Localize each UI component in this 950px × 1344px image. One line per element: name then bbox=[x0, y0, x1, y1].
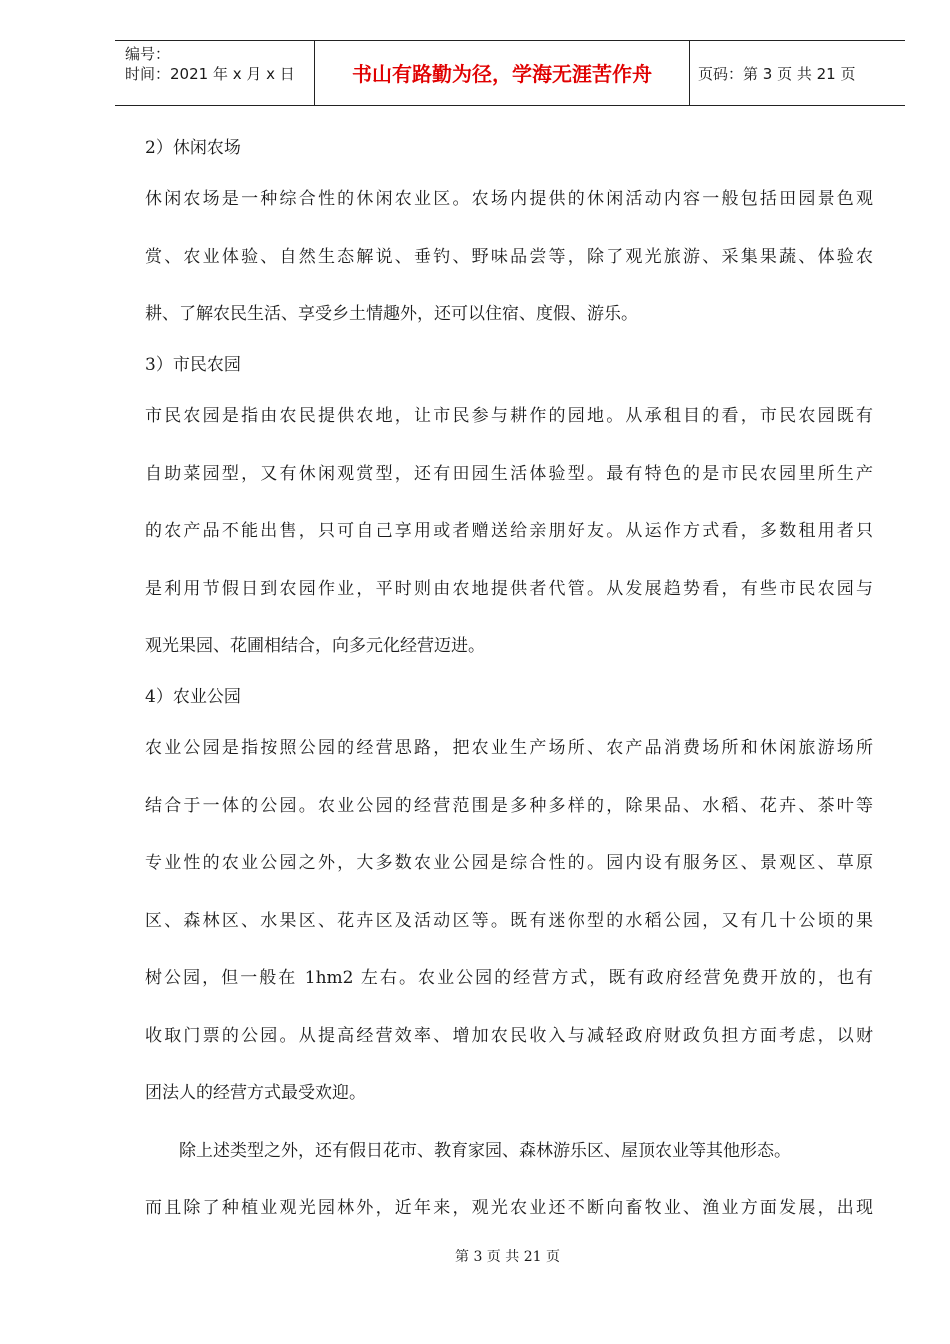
paragraph-line: 结合于一体的公园。农业公园的经营范围是多种多样的，除果品、水稻、花卉、茶叶等 bbox=[145, 795, 873, 816]
paragraph-line: 自助菜园型，又有休闲观赏型，还有田园生活体验型。最有特色的是市民农园里所生产 bbox=[145, 463, 873, 484]
paragraph-line: 市民农园是指由农民提供农地，让市民参与耕作的园地。从承租目的看，市民农园既有 bbox=[145, 406, 873, 426]
paragraph-line: 专业性的农业公园之外，大多数农业公园是综合性的。园内设有服务区、景观区、草原 bbox=[145, 853, 873, 873]
paragraph-line: 的农产品不能出售，只可自己享用或者赠送给亲朋好友。从运作方式看，多数租用者只 bbox=[145, 521, 873, 541]
section-heading-citizen-garden: 3）市民农园 bbox=[145, 355, 241, 375]
page-footer: 第 3 页 共 21 页 bbox=[455, 1249, 560, 1265]
header-motto: 书山有路勤为径，学海无涯苦作舟 bbox=[315, 41, 690, 105]
paragraph-line: 团法人的经营方式最受欢迎。 bbox=[145, 1083, 366, 1103]
paragraph-line: 农业公园是指按照公园的经营思路，把农业生产场所、农产品消费场所和休闲旅游场所 bbox=[145, 738, 873, 758]
paragraph-line: 而且除了种植业观光园林外，近年来，观光农业还不断向畜牧业、渔业方面发展，出现 bbox=[145, 1198, 873, 1218]
paragraph-line: 除上述类型之外，还有假日花市、教育家园、森林游乐区、屋顶农业等其他形态。 bbox=[179, 1140, 791, 1161]
paragraph-agri-park bbox=[145, 728, 873, 1131]
header-page-number: 页码：第 3 页 共 21 页 bbox=[698, 65, 856, 83]
paragraph-line: 收取门票的公园。从提高经营效率、增加农民收入与减轻政府财政负担方面考虑，以财 bbox=[145, 1025, 873, 1046]
paragraph-leisure-farm bbox=[145, 179, 873, 345]
document-body bbox=[145, 128, 873, 1246]
section-heading-agri-park: 4）农业公园 bbox=[145, 687, 241, 707]
header-meta bbox=[115, 41, 315, 105]
section-heading-leisure-farm: 2）休闲农场 bbox=[145, 138, 241, 158]
paragraph-other-forms bbox=[145, 1131, 873, 1246]
paragraph-line: 是利用节假日到农园作业，平时则由农地提供者代管。从发展趋势看，有些市民农园与 bbox=[145, 578, 873, 599]
paragraph-line: 赏、农业体验、自然生态解说、垂钓、野味品尝等，除了观光旅游、采集果蔬、体验农 bbox=[145, 246, 873, 267]
paragraph-line: 观光果园、花圃相结合，向多元化经营迈进。 bbox=[145, 636, 485, 656]
page-header bbox=[115, 40, 905, 106]
paragraph-line: 区、森林区、水果区、花卉区及活动区等。既有迷你型的水稻公园，又有几十公顷的果 bbox=[145, 910, 873, 931]
paragraph-line: 休闲农场是一种综合性的休闲农业区。农场内提供的休闲活动内容一般包括田园景色观 bbox=[145, 189, 873, 209]
code-label: 编号： bbox=[125, 45, 171, 63]
paragraph-line: 树公园，但一般在 1hm2 左右。农业公园的经营方式，既有政府经营免费开放的，也有 bbox=[145, 968, 873, 988]
paragraph-citizen-garden bbox=[145, 396, 873, 677]
paragraph-line: 耕、了解农民生活、享受乡土情趣外，还可以住宿、度假、游乐。 bbox=[145, 304, 638, 324]
time-label: 时间：2021 年 x 月 x 日 bbox=[125, 65, 295, 83]
